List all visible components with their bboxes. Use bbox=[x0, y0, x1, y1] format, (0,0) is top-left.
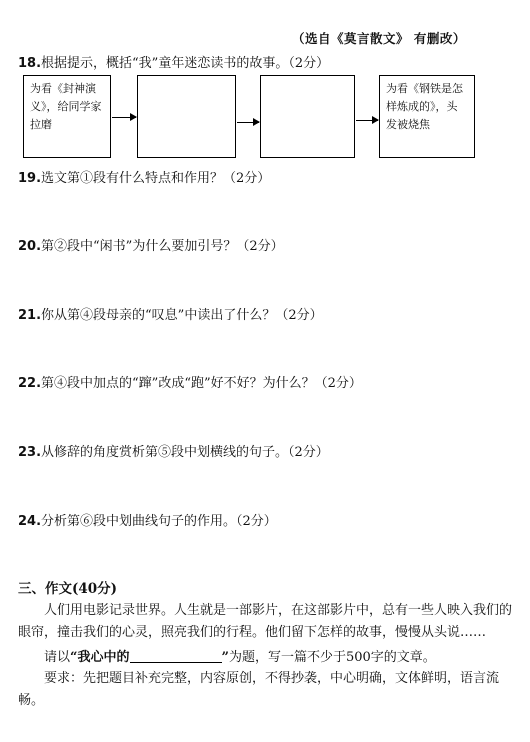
section-heading: 三、作文(40分) bbox=[18, 581, 118, 597]
question-24 bbox=[18, 510, 277, 529]
essay-intro: 人们用电影记录世界。人生就是一部影片，在这部影片中，总有一些人映入我们的眼帘，撞击我们的心灵，照亮我们的行程。他们留下怎样的故事，慢慢从头说…… bbox=[18, 603, 513, 640]
flow-box-4 bbox=[379, 75, 475, 158]
prompt-pre: 请以 bbox=[44, 650, 71, 665]
question-text: 根据提示，概括“我”童年迷恋读书的故事。（2分） bbox=[41, 56, 330, 71]
question-20 bbox=[18, 235, 284, 254]
prompt-title-close: ” bbox=[221, 650, 229, 665]
question-number: 23. bbox=[18, 445, 42, 460]
question-number: 24. bbox=[18, 514, 42, 529]
question-number: 19. bbox=[18, 171, 42, 186]
flow-box-2-blank[interactable] bbox=[137, 75, 236, 158]
title-blank[interactable] bbox=[130, 650, 222, 663]
question-text: 第④段中加点的“蹿”改成“跑”好不好？为什么？（2分） bbox=[41, 376, 362, 391]
source-note: （选自《莫言散文》 有删改） bbox=[292, 31, 466, 46]
arrow-right-icon bbox=[356, 120, 378, 121]
arrow-right-icon bbox=[237, 122, 259, 123]
arrow-right-icon bbox=[112, 117, 136, 118]
question-number: 22. bbox=[18, 376, 42, 391]
question-text: 你从第④段母亲的“叹息”中读出了什么？（2分） bbox=[41, 308, 323, 323]
prompt-post: 为题，写一篇不少于500字的文章。 bbox=[228, 650, 436, 665]
question-text: 分析第⑥段中划曲线句子的作用。（2分） bbox=[41, 514, 277, 529]
essay-requirements: 要求：先把题目补充完整，内容原创，不得抄袭，中心明确，文体鲜明，语言流畅。 bbox=[18, 671, 500, 708]
question-number: 20. bbox=[18, 239, 42, 254]
question-19 bbox=[18, 167, 270, 186]
question-text: 选文第①段有什么特点和作用？（2分） bbox=[41, 171, 271, 186]
flow-box-1 bbox=[23, 75, 111, 158]
question-21 bbox=[18, 304, 323, 323]
flow-box-1-text: 为看《封神演义》，给同学家拉磨 bbox=[30, 82, 102, 131]
essay-prompt bbox=[44, 646, 436, 665]
question-text: 第②段中“闲书”为什么要加引号？（2分） bbox=[41, 239, 284, 254]
flow-box-4-text: 为看《钢铁是怎样炼成的》，头发被烧焦 bbox=[386, 82, 463, 131]
question-number: 21. bbox=[18, 308, 42, 323]
question-22 bbox=[18, 372, 362, 391]
question-23 bbox=[18, 441, 329, 460]
question-text: 从修辞的角度赏析第⑤段中划横线的句子。（2分） bbox=[41, 445, 329, 460]
flow-box-3-blank[interactable] bbox=[260, 75, 355, 158]
question-number: 18. bbox=[18, 56, 42, 71]
prompt-title-open: “我心中的 bbox=[70, 650, 130, 665]
question-18 bbox=[18, 52, 329, 71]
